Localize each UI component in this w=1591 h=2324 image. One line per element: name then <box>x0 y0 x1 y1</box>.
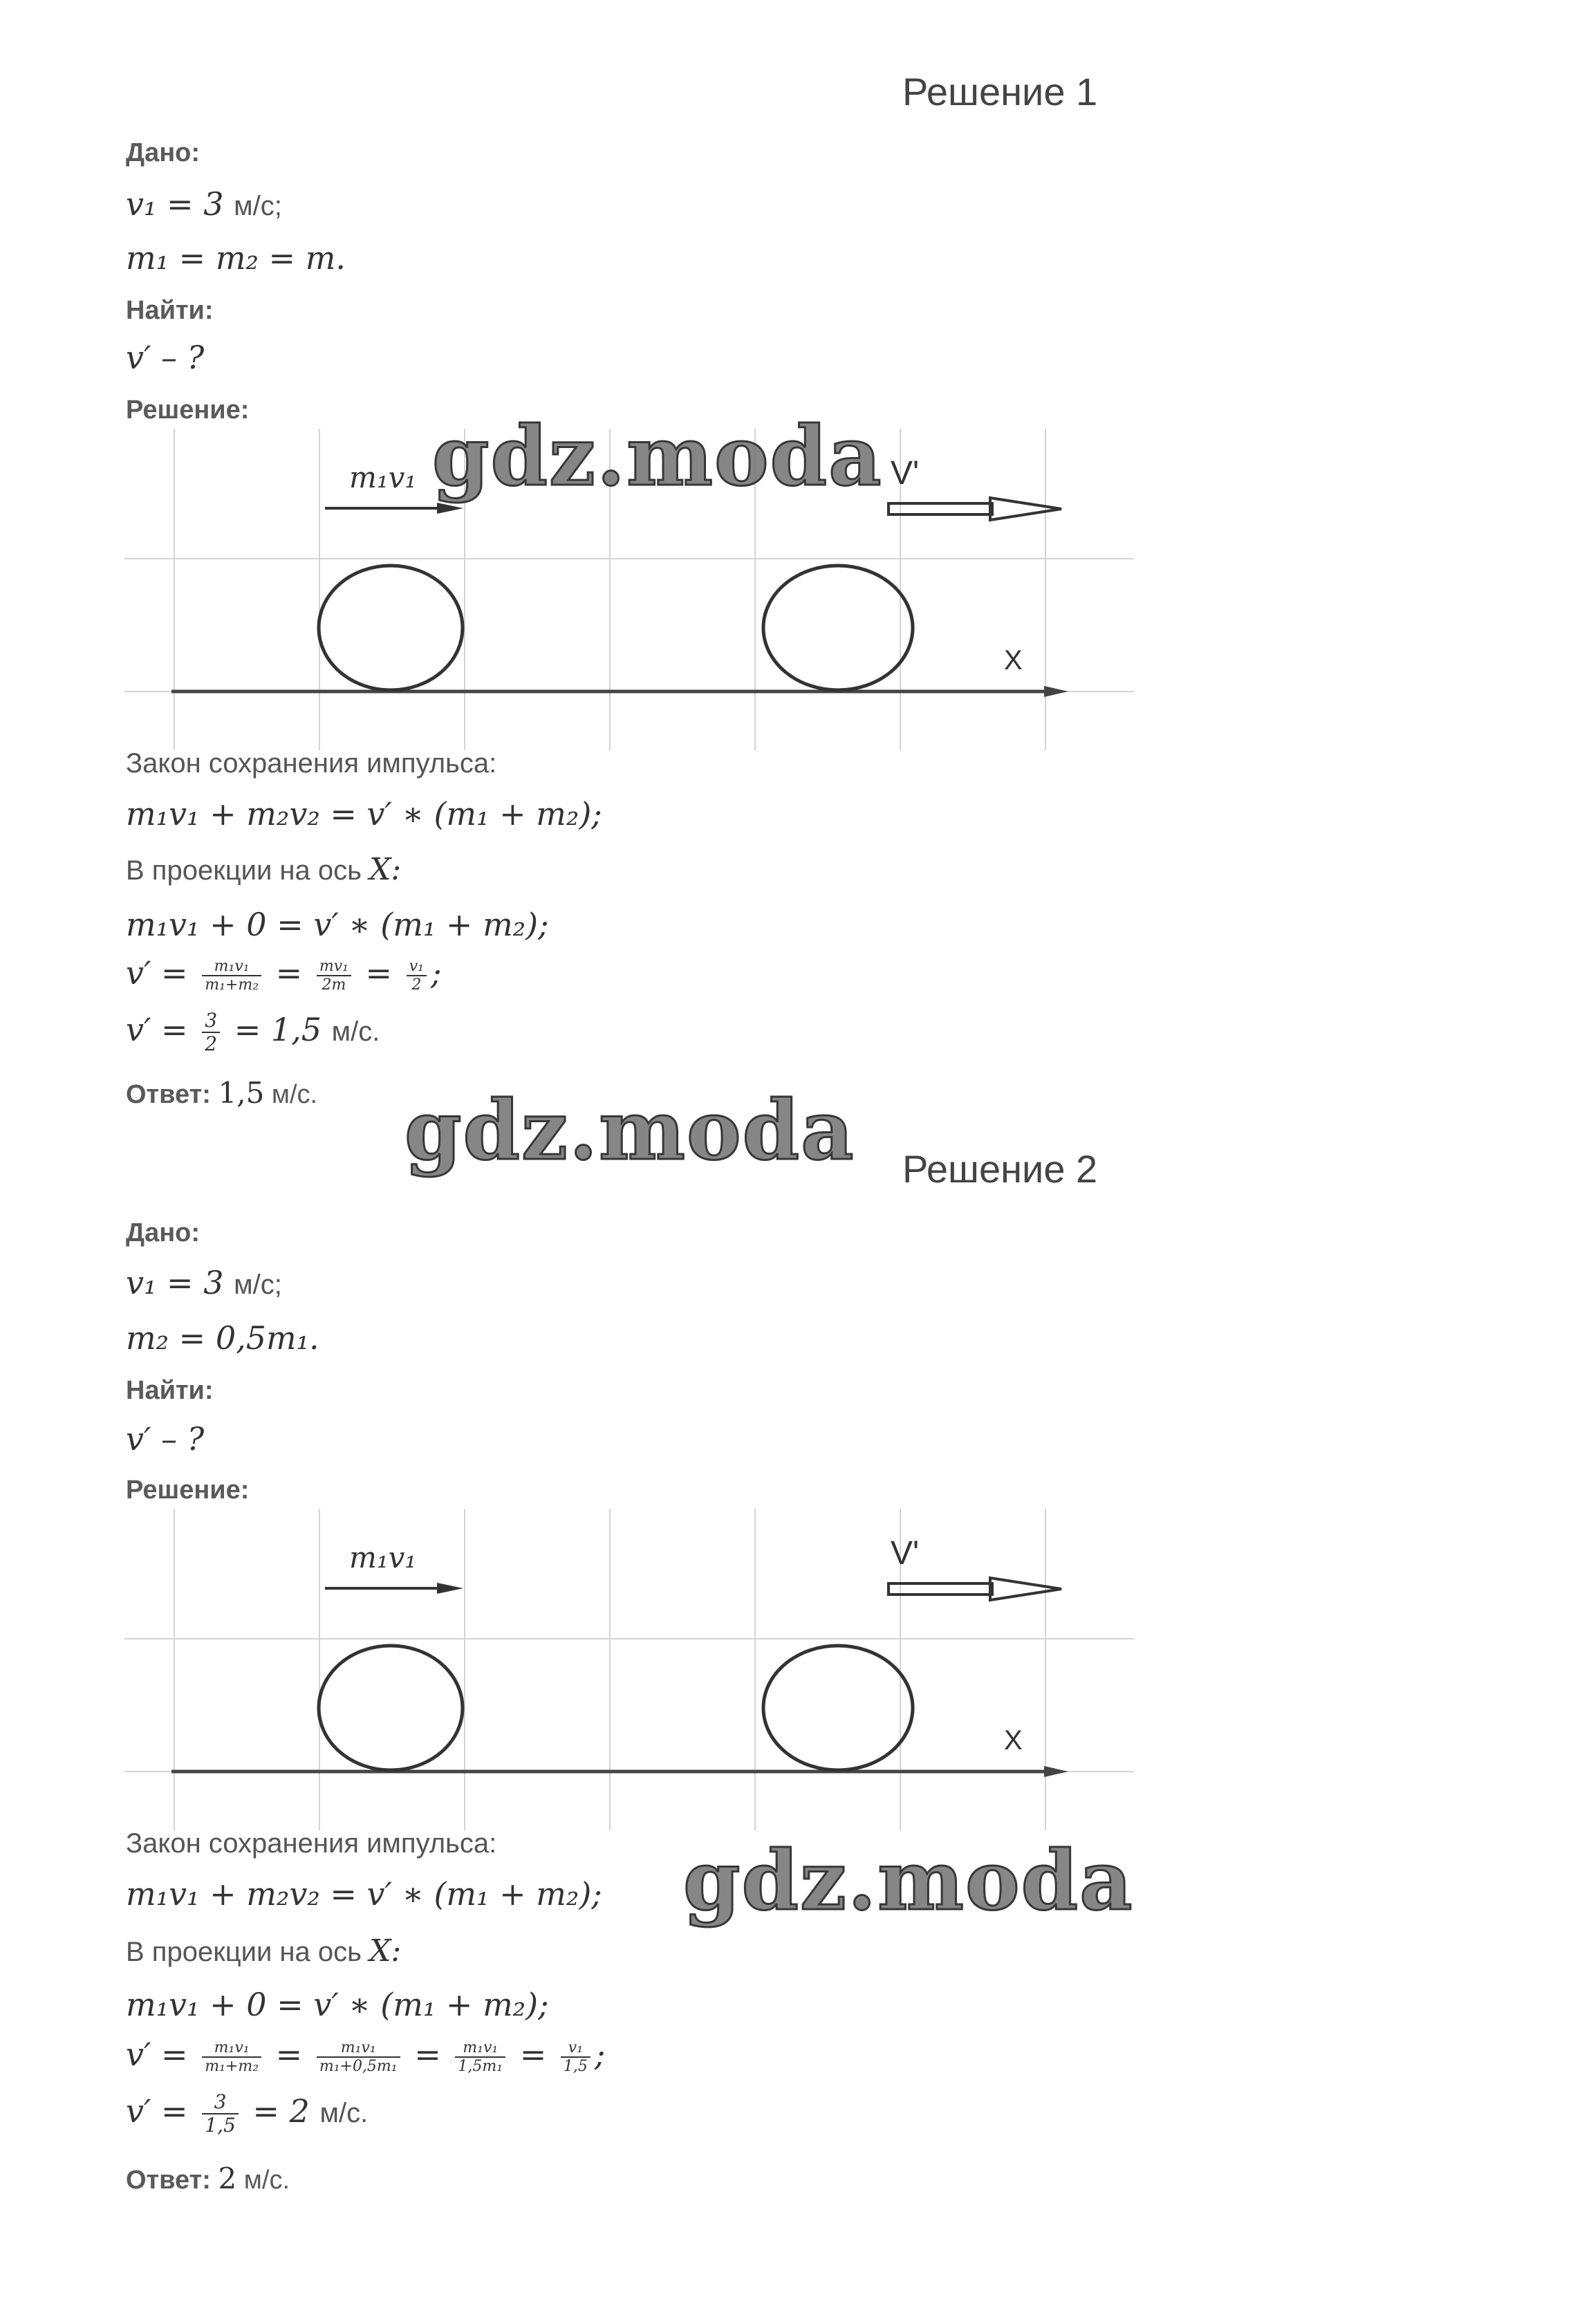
solution2-law-text: Закон сохранения импульса: <box>126 1828 497 1859</box>
solution2-answer: Ответ: 2 м/с. <box>126 2162 290 2195</box>
ball-1 <box>319 566 463 690</box>
velocity-label: V' <box>891 455 920 492</box>
solution1-find-label: Найти: <box>126 296 214 325</box>
solution1-find-value: v′ – ? <box>126 339 205 376</box>
solution1-projection-text: В проекции на ось X: <box>126 852 402 887</box>
watermark-2: gdz.moda <box>404 1082 855 1178</box>
solution1-answer: Ответ: 1,5 м/с. <box>126 1076 318 1110</box>
velocity-label: V' <box>891 1535 920 1572</box>
solution1-given-v1: v₁ = 3 м/с; <box>126 185 282 223</box>
velocity-arrow <box>888 1583 992 1595</box>
ball-2 <box>763 1646 913 1770</box>
solution1-law-text: Закон сохранения импульса: <box>126 748 497 779</box>
solution2-law-equation: m₁v₁ + m₂v₂ = v′ ∗ (m₁ + m₂); <box>126 1875 602 1913</box>
velocity-arrowhead <box>990 1578 1061 1600</box>
ball-2 <box>763 566 913 690</box>
watermark-1: gdz.moda <box>432 408 883 504</box>
velocity-arrow <box>888 503 992 514</box>
solution2-given-masses: m₂ = 0,5m₁. <box>126 1319 319 1357</box>
solution2-find-value: v′ – ? <box>126 1420 205 1458</box>
axis-label: X <box>1004 645 1023 676</box>
momentum-label: m₁v₁ <box>349 1541 417 1574</box>
solution2-projection-text: В проекции на ось X: <box>126 1933 402 1969</box>
solution2-velocity-formula: v′ = $\frac{\text{m₁v₁}}{\text{m₁+m₂}}$ = $\frac{\text{m₁v₁}}{\text{m₁+0,5m₁}}$ = $\frac{\text{m₁v₁}}{\text{1,5m₁}}$ = $\frac{\text{v₁}}{1,5}$ ; <box>126 2036 606 2075</box>
solution2-find-label: Найти: <box>126 1376 214 1405</box>
solution1-solution-label: Решение: <box>126 396 250 425</box>
solution2-velocity-result: v′ = $\frac{3}{1,5}$ = 2 м/с. <box>126 2090 369 2137</box>
solution1-given-label: Дано: <box>126 138 201 167</box>
ball-1 <box>319 1646 463 1770</box>
x-axis-arrowhead <box>1044 686 1068 697</box>
solution1-heading: Решение 1 <box>902 70 1098 113</box>
solution2-collision-diagram <box>124 1509 1134 1830</box>
solution1-velocity-formula: v′ = $\frac{\text{m₁v₁}}{\text{m₁+m₂}}$ = $\frac{\text{mv₁}}{2m}$ = $\frac{\text{v₁}}{2}$ ; <box>126 954 442 994</box>
momentum-arrowhead <box>437 1583 463 1594</box>
solution2-solution-label: Решение: <box>126 1476 250 1505</box>
solution2-given-label: Дано: <box>126 1218 201 1247</box>
momentum-arrowhead <box>437 503 463 514</box>
solution1-velocity-result: v′ = $\frac{3}{2}$ = 1,5 м/с. <box>126 1009 380 1056</box>
velocity-arrowhead <box>990 498 1061 520</box>
momentum-label: m₁v₁ <box>349 461 417 494</box>
solution1-law-equation: m₁v₁ + m₂v₂ = v′ ∗ (m₁ + m₂); <box>126 795 602 833</box>
solution2-heading: Решение 2 <box>902 1147 1098 1191</box>
solution1-given-masses: m₁ = m₂ = m. <box>126 239 346 277</box>
grid <box>124 1509 1134 1830</box>
watermark-3: gdz.moda <box>683 1832 1134 1928</box>
solution2-given-v1: v₁ = 3 м/с; <box>126 1264 282 1301</box>
solution1-projection-equation: m₁v₁ + 0 = v′ ∗ (m₁ + m₂); <box>126 906 549 943</box>
solution2-projection-equation: m₁v₁ + 0 = v′ ∗ (m₁ + m₂); <box>126 1986 549 2023</box>
x-axis-arrowhead <box>1044 1766 1068 1777</box>
axis-label: X <box>1004 1725 1023 1756</box>
